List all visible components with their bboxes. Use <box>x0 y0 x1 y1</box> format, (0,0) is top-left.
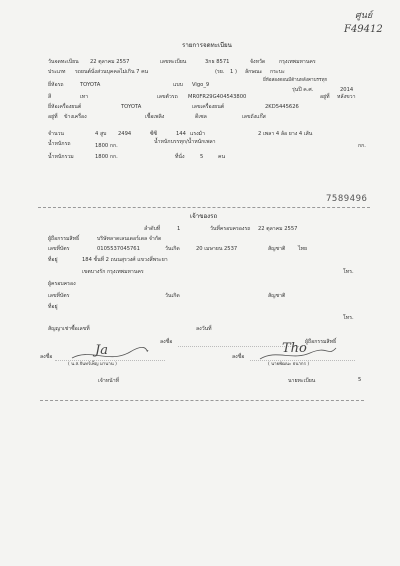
seats-label: ที่นั่ง <box>175 154 185 160</box>
owner-birth-label: วันเกิด <box>165 246 180 252</box>
chassis-pos-value: หลังขวา <box>337 94 356 100</box>
gross-label: น้ำหนักรวม <box>48 154 74 160</box>
engine-no-label: เลขเครื่องยนต์ <box>192 104 225 110</box>
registration-title: รายการจดทะเบียน <box>182 42 232 49</box>
holder-nation-label: สัญชาติ <box>268 293 286 299</box>
weight-label: น้ำหนักรถ <box>48 141 71 147</box>
owner-date-value: 22 ตุลาคม 2557 <box>258 226 298 232</box>
plate-value: 3กธ 8571 <box>205 59 230 65</box>
chassis-pos-label: อยู่ที่ <box>320 94 330 100</box>
code-value: 1 ) <box>230 69 237 75</box>
hp-value: 144 <box>176 131 186 137</box>
handwritten-annotation-line1: ศูนย์ <box>355 11 373 21</box>
holder-tel-label: โทร. <box>343 315 354 321</box>
model-label: แบบ <box>173 82 183 88</box>
cc-label: ซีซี <box>150 131 158 137</box>
seats-value: 5 <box>200 154 204 160</box>
reg-date-value: 22 ตุลาคม 2557 <box>90 59 130 65</box>
stamp-number: 7589496 <box>326 194 368 204</box>
reg-date-label: วันจดทะเบียน <box>48 59 79 65</box>
right-signature: Tho <box>282 341 307 356</box>
model-value: Vigo_9 <box>192 82 210 88</box>
province-label: จังหวัด <box>250 59 266 65</box>
owner-title: เจ้าของรถ <box>190 213 218 220</box>
holder-id-label: เลขที่บัตร <box>48 293 70 299</box>
engine-pos-label: อยู่ที่ <box>48 114 58 120</box>
bottom-divider <box>40 400 364 401</box>
owner-seq-value: 1 <box>177 226 181 232</box>
weight-value: 1800 กก. <box>95 143 118 149</box>
plate-label: เลขทะเบียน <box>160 59 187 65</box>
load-unit: กก. <box>358 143 366 149</box>
tank-label: เลขถังแก๊ส <box>242 114 266 120</box>
owner-id-label: เลขที่บัตร <box>48 246 70 252</box>
owner-name-label: ผู้ถือกรรมสิทธิ์ <box>48 236 80 242</box>
fuel-value: ดีเซล <box>195 114 207 120</box>
hp-label: แรงม้า <box>190 131 205 137</box>
owner-date-label: วันที่ครอบครองรถ <box>210 226 251 232</box>
owner-name-value: บริษัทลาดเลนเดอร์เดล จำกัด <box>97 236 162 242</box>
owner-sign-role: ผู้ถือกรรมสิทธิ์ <box>305 339 337 345</box>
year-label: รุ่นปี ค.ศ. <box>292 87 314 93</box>
code-label: (รย. <box>215 69 225 75</box>
axle-value: 2 เพลา 4 ล้อ ยาง 4 เส้น <box>258 131 313 137</box>
section-divider <box>38 207 370 208</box>
gross-value: 1800 กก. <box>95 154 118 160</box>
cylinders-value: 4 สูบ <box>95 131 107 137</box>
owner-seq-label: ลำดับที่ <box>144 226 161 232</box>
owner-birth-value: 20 เมษายน 2537 <box>196 246 238 252</box>
color-label: สี <box>48 94 52 100</box>
chassis-label: เลขตัวรถ <box>157 94 178 100</box>
year-value: 2014 <box>340 87 354 93</box>
color-value: เทา <box>80 94 89 100</box>
owner-addr-line2: เขตบางรัก กรุงเทพมหานคร <box>82 269 144 275</box>
owner-id-value: 0105537045761 <box>97 246 140 252</box>
owner-sign-label: ลงชื่อ <box>160 339 173 345</box>
left-sign-name: ( น.ส.จันทร์เพ็ญ มานาน ) <box>68 362 117 367</box>
contract-label: สัญญาเช่าซื้อเลขที่ <box>48 326 90 332</box>
page-number: 5 <box>358 377 362 383</box>
left-sign-line <box>55 360 165 361</box>
owner-addr-line1: 184 ชั้นที่ 2 ถนนสุรวงศ์ แขวงสี่พระยา <box>82 257 168 263</box>
chassis-value: MR0FR29G404543800 <box>188 94 247 100</box>
owner-tel-label: โทร. <box>343 269 354 275</box>
engine-brand-label: ยี่ห้อเครื่องยนต์ <box>48 104 82 110</box>
cylinders-label: จำนวน <box>48 131 64 137</box>
province-value: กรุงเทพมหานคร <box>279 59 316 65</box>
seats-unit: คน <box>218 154 226 160</box>
holder-label: ผู้ครอบครอง <box>48 281 76 287</box>
brand-value: TOYOTA <box>80 82 101 88</box>
cc-value: 2494 <box>118 131 132 137</box>
left-sign-label: ลงชื่อ <box>40 354 53 360</box>
type-label: ประเภท <box>48 69 66 75</box>
engine-no-value: 2KD5445626 <box>265 104 299 110</box>
right-sign-line <box>250 360 355 361</box>
holder-birth-label: วันเกิด <box>165 293 180 299</box>
type-value: รถยนต์นั่งส่วนบุคคลไม่เกิน 7 คน <box>75 69 149 75</box>
character-value: กระบะ <box>270 69 285 75</box>
fuel-label: เชื้อเพลิง <box>145 114 165 120</box>
engine-pos-value: ข้างเครื่อง <box>64 114 87 120</box>
owner-nation-label: สัญชาติ <box>268 246 286 252</box>
right-sign-role: นายทะเบียน <box>288 378 316 384</box>
doors-value: ยี่ห้อสองตอนมีด้านหลังคาบรรทุก <box>263 78 328 83</box>
character-label: ลักษณะ <box>245 69 263 75</box>
left-sign-role: เจ้าหน้าที่ <box>98 378 120 384</box>
right-sign-label: ลงชื่อ <box>232 354 245 360</box>
holder-addr-label: ที่อยู่ <box>48 304 58 310</box>
owner-addr-label: ที่อยู่ <box>48 257 58 263</box>
contract-date-label: ลงวันที่ <box>196 326 212 332</box>
load-label: น้ำหนักบรรทุก/น้ำหนักเพลา <box>154 139 216 145</box>
left-signature: Ja <box>95 343 108 358</box>
handwritten-annotation-line2: F49412 <box>344 24 383 35</box>
brand-label: ยี่ห้อรถ <box>48 82 64 88</box>
owner-nation-value: ไทย <box>298 246 308 252</box>
engine-brand-value: TOYOTA <box>121 104 142 110</box>
right-sign-name: ( นายพัฒนะ ธนากร ) <box>268 362 310 367</box>
